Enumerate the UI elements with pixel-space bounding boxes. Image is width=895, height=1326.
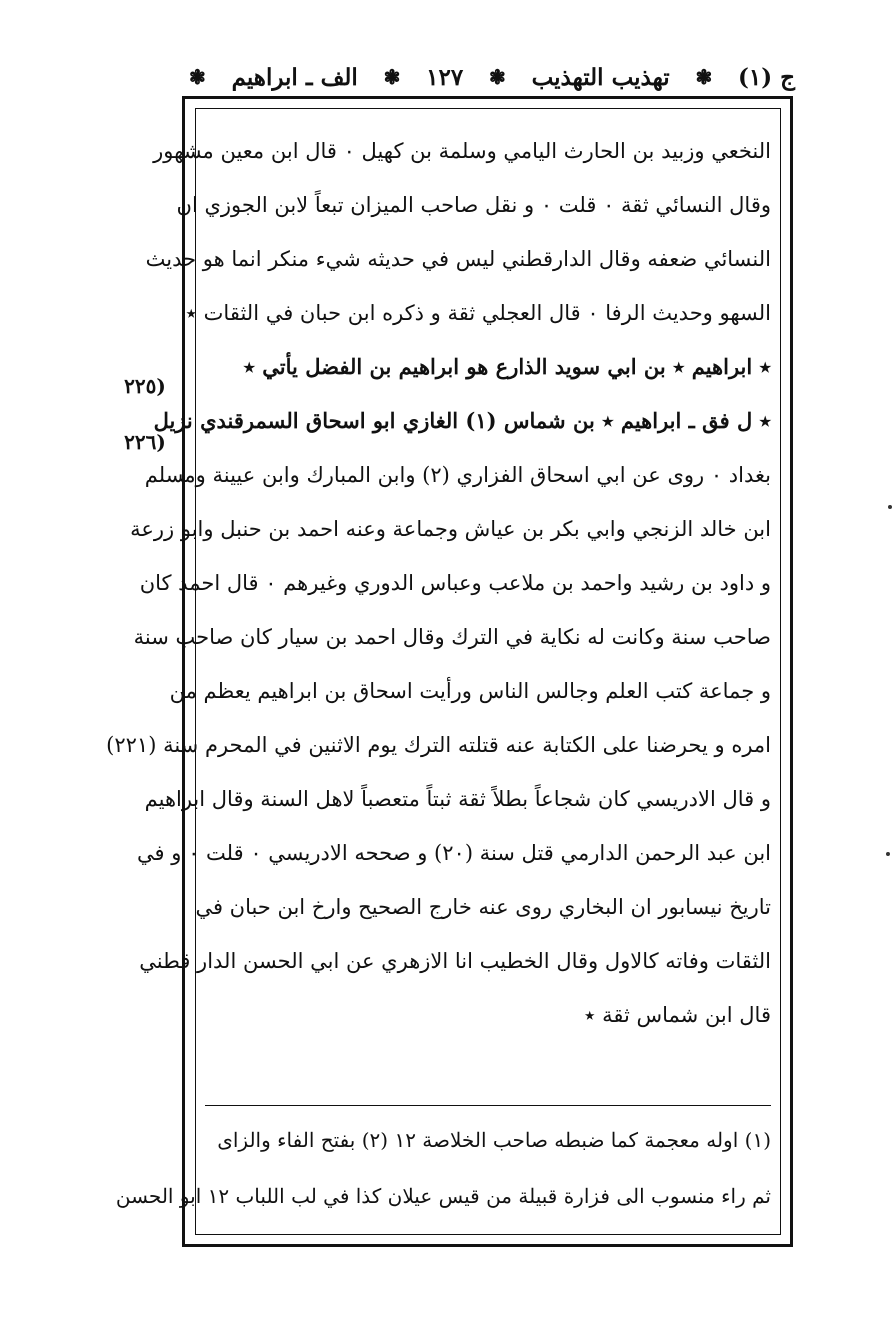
text-line: تاريخ نيسابور ان البخاري روى عنه خارج الصحيح وارخ ابن حبان في [195,895,771,919]
scan-speck [888,505,892,509]
text-line: السهو وحديث الرفا ٠ قال العجلي ثقة و ذكره ابن حبان في الثقات ٭ [185,301,771,325]
entry-heading-line: ٭ ابراهيم ٭ بن ابي سويد الذارع هو ابراهيم بن الفضل يأتي ٭ [243,354,771,379]
text-line: النسائي ضعفه وقال الدارقطني ليس في حديثه شيء منكر انما هو حديث [145,247,771,271]
ornament-icon: ❃ [489,65,506,89]
entry-number: (٢٢٥ [124,374,166,398]
section-heading: الف ـ ابراهيم [231,63,358,91]
footnote-line: ثم راء منسوب الى فزارة قبيلة من قيس عيلان كذا في لب اللباب ١٢ ابو الحسن [115,1184,771,1208]
text-line: امره و يحرضنا على الكتابة عنه قتلته الترك يوم الاثنين في المحرم سنة (٢٢١) [106,733,771,757]
entry-number: (٢٢٦ [124,430,166,454]
ornament-icon: ❃ [189,65,206,89]
text-line: النخعي وزبيد بن الحارث اليامي وسلمة بن كهيل ٠ قال ابن معين مشهور [153,139,771,163]
text-line: بغداد ٠ روى عن ابي اسحاق الفزاري (٢) وابن المبارك وابن عيينة ومسلم [144,463,771,487]
running-head [185,58,795,96]
book-title: تهذيب التهذيب [531,63,670,91]
ornament-icon: ❃ [383,65,401,89]
text-line: وقال النسائي ثقة ٠ قلت ٠ و نقل صاحب الميزان تبعاً لابن الجوزي ان [176,193,771,217]
page-number: ١٢٧ [426,63,464,91]
text-line: و داود بن رشيد واحمد بن ملاعب وعباس الدوري وغيرهم ٠ قال احمد كان [139,571,771,595]
volume-label: ج (١) [738,63,795,91]
text-line: ابن عبد الرحمن الدارمي قتل سنة (٢٠) و صححه الادريسي ٠ قلت ٠ و في [137,841,771,865]
scan-speck [886,852,890,856]
ornament-icon: ❃ [695,65,713,89]
text-line: الثقات وفاته كالاول وقال الخطيب انا الازهري عن ابي الحسن الدار قطني [139,949,771,973]
footnotes [115,1112,771,1224]
text-line: قال ابن شماس ثقة ٭ [583,1003,771,1027]
text-line: و جماعة كتب العلم وجالس الناس ورأيت اسحاق بن ابراهيم يعظم من [169,679,771,703]
text-line: ابن خالد الزنجي وابي بكر بن عياش وجماعة وعنه احمد بن حنبل وابو زرعة [130,517,771,541]
entry-heading-line: ٭ ل فق ـ ابراهيم ٭ بن شماس (١) الغازي ابو اسحاق السمرقندي نزيل [153,408,771,433]
text-line: صاحب سنة وكانت له نكاية في الترك وقال احمد بن سيار كان صاحب سنة [133,625,771,649]
footnote-divider [205,1105,771,1106]
footnote-line: (١) اوله معجمة كما ضبطه صاحب الخلاصة ١٢ (٢) بفتح الفاء والزاى [217,1128,771,1152]
text-line: و قال الادريسي كان شجاعاً بطلاً ثقة ثبتاً متعصباً لاهل السنة وقال ابراهيم [144,787,771,811]
